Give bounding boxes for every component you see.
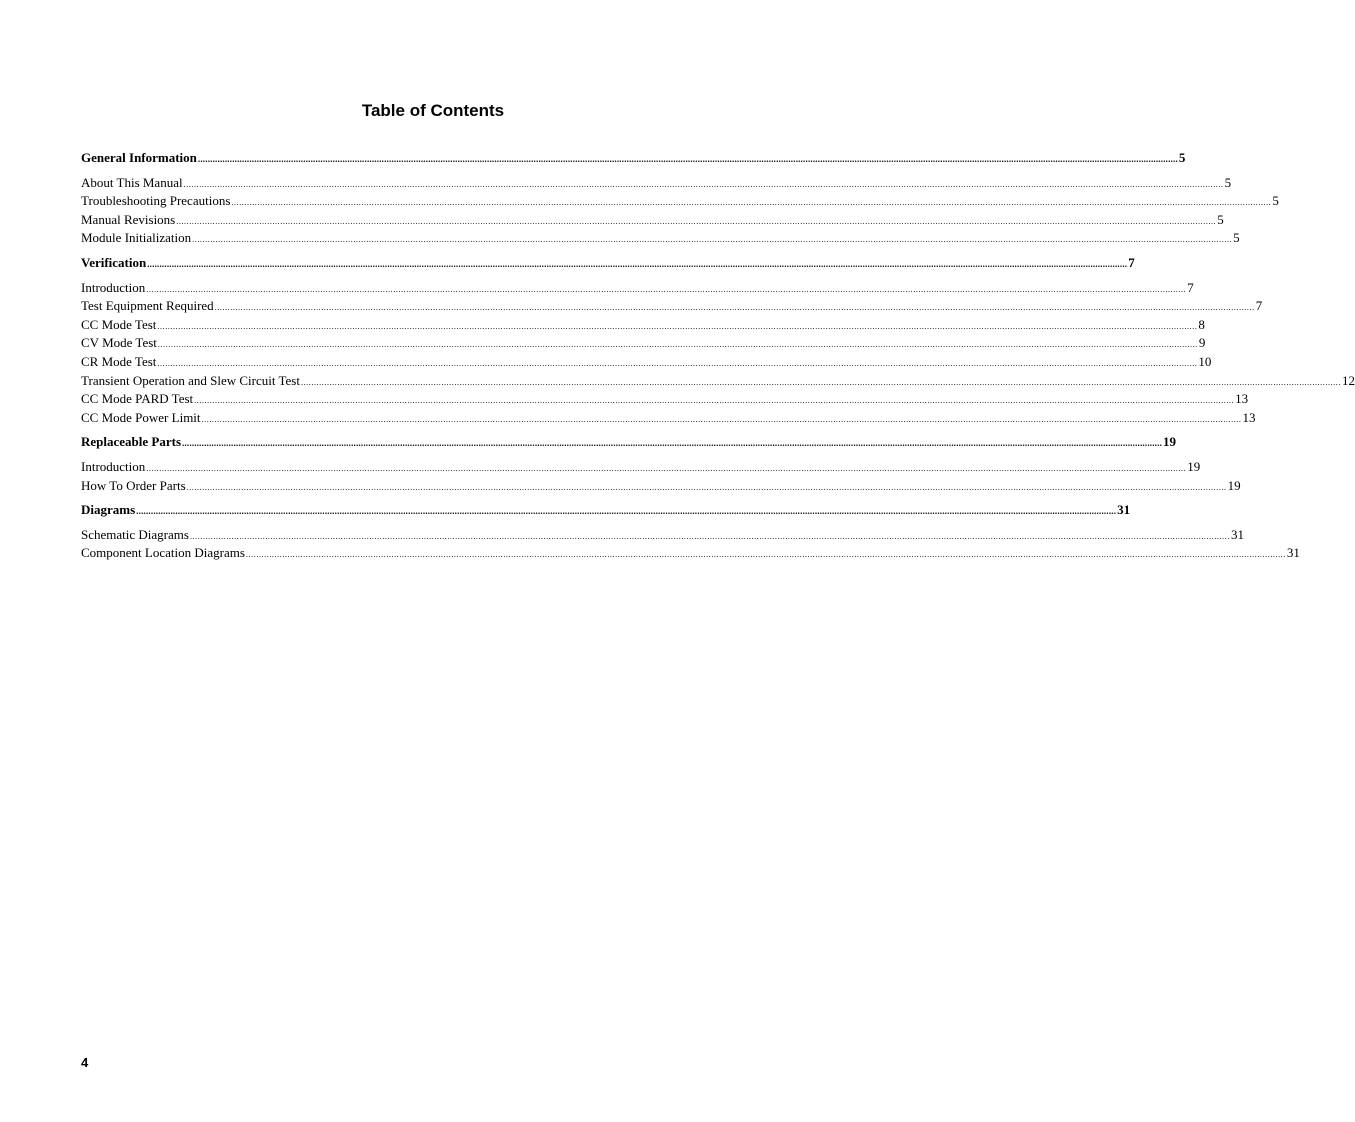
toc-entry[interactable]: [81, 230, 1240, 249]
toc-entry-label: CC Mode Power Limit: [81, 409, 201, 425]
toc-entry-page: 12: [1341, 372, 1355, 388]
toc-heading-label: General Information: [81, 150, 197, 165]
toc-entry-label: Schematic Diagrams: [81, 526, 189, 542]
toc-entry-page: 5: [1224, 174, 1232, 190]
dot-leader: ................................................................................................................................................................................................................................................................................................................................................................................................................: [157, 321, 1198, 331]
dot-leader: ................................................................................................................................................................................................................................................................................................................................................................................................................: [186, 482, 1227, 492]
toc-entry-label: CC Mode PARD Test: [81, 391, 194, 407]
toc-entry-page: 5: [1272, 193, 1279, 209]
dot-leader: ................................................................................................................................................................................................................................................................................................................................................................................................................: [157, 358, 1198, 368]
dot-leader: ................................................................................................................................................................................................................................................................................................................................................................................................................: [189, 531, 1230, 541]
toc-entry-page: 31: [1286, 545, 1300, 561]
toc-heading[interactable]: [81, 150, 1186, 168]
toc-entry[interactable]: [81, 335, 1206, 354]
dot-leader: ................................................................................................................................................................................................................................................................................................................................................................................................................: [182, 438, 1163, 449]
toc-entry-page: 9: [1198, 335, 1206, 351]
toc-entry-label: Introduction: [81, 279, 146, 295]
toc-entry-page: 19: [1227, 477, 1241, 493]
toc-entry-label: Troubleshooting Precautions: [81, 193, 231, 209]
toc-entry-label: CV Mode Test: [81, 335, 157, 351]
toc-entry[interactable]: [81, 545, 1300, 564]
dot-leader: ................................................................................................................................................................................................................................................................................................................................................................................................................: [214, 303, 1255, 313]
toc-heading-page: 19: [1163, 434, 1177, 450]
toc-entry[interactable]: [81, 372, 1355, 392]
dot-leader: ................................................................................................................................................................................................................................................................................................................................................................................................................: [147, 258, 1128, 269]
toc-entry-label: Test Equipment Required: [81, 298, 214, 314]
toc-entry-page: 5: [1217, 211, 1224, 227]
toc-section-general-information: [81, 150, 1279, 249]
toc-section-replaceable-parts: [81, 434, 1241, 496]
toc-entry-label: Introduction: [81, 458, 146, 474]
dot-leader: ................................................................................................................................................................................................................................................................................................................................................................................................................: [300, 377, 1341, 387]
toc-entry-page: 7: [1187, 279, 1194, 295]
toc-entry[interactable]: [81, 353, 1212, 373]
dot-leader: ................................................................................................................................................................................................................................................................................................................................................................................................................: [197, 154, 1178, 164]
toc-heading-label: Diagrams: [81, 502, 136, 518]
dot-leader: ................................................................................................................................................................................................................................................................................................................................................................................................................: [194, 396, 1235, 406]
dot-leader: ................................................................................................................................................................................................................................................................................................................................................................................................................: [176, 216, 1217, 226]
toc-entry-label: CR Mode Test: [81, 353, 157, 369]
toc-heading[interactable]: [81, 434, 1177, 452]
toc-entry[interactable]: [81, 526, 1244, 546]
toc-heading-page: 5: [1178, 150, 1186, 165]
toc-entry-page: 10: [1198, 353, 1212, 369]
table-of-contents: [81, 150, 1355, 570]
toc-section-verification: [81, 254, 1355, 428]
toc-entry-page: 19: [1187, 458, 1201, 474]
dot-leader: ................................................................................................................................................................................................................................................................................................................................................................................................................: [157, 340, 1198, 350]
dot-leader: ................................................................................................................................................................................................................................................................................................................................................................................................................: [136, 506, 1117, 517]
toc-entry-label: How To Order Parts: [81, 477, 186, 493]
page-number: 4: [81, 1055, 89, 1070]
dot-leader: ................................................................................................................................................................................................................................................................................................................................................................................................................: [201, 414, 1242, 424]
toc-entry[interactable]: [81, 391, 1249, 410]
dot-leader: ................................................................................................................................................................................................................................................................................................................................................................................................................: [192, 235, 1233, 245]
toc-entry[interactable]: [81, 298, 1263, 317]
toc-entry[interactable]: [81, 409, 1256, 429]
toc-entry[interactable]: [81, 279, 1194, 299]
toc-entry[interactable]: [81, 174, 1232, 194]
toc-entry-page: 7: [1255, 298, 1263, 314]
toc-heading-label: Replaceable Parts: [81, 434, 182, 450]
toc-entry-label: Component Location Diagrams: [81, 545, 245, 561]
dot-leader: ................................................................................................................................................................................................................................................................................................................................................................................................................: [231, 198, 1272, 208]
toc-heading[interactable]: [81, 254, 1135, 273]
toc-entry-label: Manual Revisions: [81, 211, 176, 227]
page-title: Table of Contents: [361, 101, 505, 120]
dot-leader: ................................................................................................................................................................................................................................................................................................................................................................................................................: [146, 284, 1187, 294]
dot-leader: ................................................................................................................................................................................................................................................................................................................................................................................................................: [245, 550, 1286, 560]
toc-section-diagrams: [81, 502, 1300, 564]
toc-heading-page: 7: [1128, 254, 1135, 270]
toc-entry-page: 13: [1242, 409, 1256, 425]
dot-leader: ................................................................................................................................................................................................................................................................................................................................................................................................................: [146, 463, 1187, 473]
toc-heading-label: Verification: [81, 254, 147, 270]
toc-entry[interactable]: [81, 477, 1241, 497]
dot-leader: ................................................................................................................................................................................................................................................................................................................................................................................................................: [183, 179, 1224, 189]
toc-heading-page: 31: [1117, 502, 1131, 518]
toc-entry-page: 31: [1230, 526, 1244, 542]
toc-entry-page: 5: [1233, 230, 1240, 246]
toc-entry[interactable]: [81, 211, 1224, 231]
toc-entry-page: 13: [1235, 391, 1249, 407]
toc-entry-label: Module Initialization: [81, 230, 192, 246]
toc-entry-label: CC Mode Test: [81, 316, 157, 332]
toc-entry-page: 8: [1198, 316, 1205, 332]
toc-entry-label: About This Manual: [81, 174, 183, 190]
toc-entry[interactable]: [81, 458, 1201, 478]
toc-entry-label: Transient Operation and Slew Circuit Test: [81, 372, 300, 388]
toc-heading[interactable]: [81, 502, 1131, 520]
toc-entry[interactable]: [81, 193, 1279, 212]
toc-entry[interactable]: [81, 316, 1205, 336]
